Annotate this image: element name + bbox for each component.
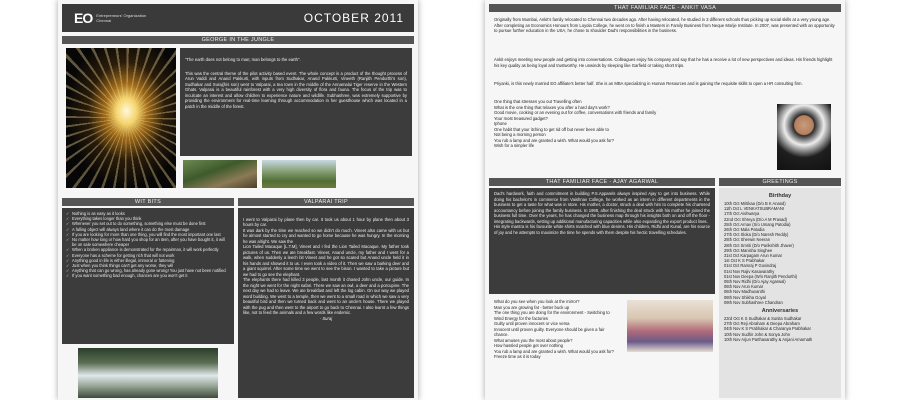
list-item: 05th Nov Arun Kumar (724, 284, 764, 290)
ankit-intro: Originally from Mumbai, Ankit's family relocated to Chennai two decades ago. After having relocated, he studied in 3 different schools thus picking up social skills at a very young age. After completing an Economics Honours from Loyola College, he went on to finish a Masters in Family Business from Neque Morije Institute. In 2007, was presented with an opportunity to pursue further education in the USA, he chose to shoulder Dad's responsibilities in the business. (494, 17, 835, 33)
list-item: 01st Nov Deepa (W/o Ranjith Pendurthi) (724, 273, 798, 279)
greetings-box (719, 188, 841, 398)
list-item: 09th Nov Subhashree Chandran (724, 299, 783, 305)
list-item: 22nd Oct Shreya (D/o A M Prasad) (724, 216, 788, 222)
wit-bits-title: WIT BITS (62, 198, 234, 206)
list-item: ✓ Anything good in life is either illegal, immoral or fattening (66, 258, 230, 263)
george-quote: "The earth does not belong to man; man belongs to the earth". (185, 56, 301, 62)
list-item: 10th Nov Arjun Parthasarathy & Anjani Amarnath (724, 336, 813, 342)
list-item: 31st Oct Karpagam Arun Kumar (724, 253, 783, 259)
list-item: ✓ No matter how long or how hard you shop for an item, after you have bought it, it will be on sale somewhere cheaper (66, 237, 230, 247)
ankit-para2: Ankit enjoys meeting new people and getting into conversations. Colleagues enjoy his company and say that he has a receive a lot of new perspectives and ideas. His friends highlight his key quality as being loyal and trustworthy. He unwinds by sleeping like Garfield or taking short trips. (494, 57, 833, 68)
list-item: 29th Oct Manisha Singhee (724, 247, 773, 253)
ankit-qa: One thing that stresses you out Travelling often What is the one thing that relaxes you after a hard day's work? Good movie, cooking or an evening out for coffee, conversations with friends and family Your most treasured gadget? Iphone One habit that your itching to get rid off but never been able to Not being a morning person You rub a lamp and are granted a wish. What would you ask for? Wish for a simpler life (494, 99, 657, 148)
ajay-family-photo (627, 300, 713, 352)
anniversary-title: Anniversaries (761, 308, 799, 315)
valparai-body: I went to Valparai by plane then by car. It took us about 1 hour by plane then about 3 hours by car. It was dark by the time we reached so we didn't do much. Vineet also came with us but he almost started to cry and wanted to go home because he was hungry. In the morning he was alright. We saw the Lion Tailed Macaque [L.T.M], Vineet and I fed the Lion Tailed Macaque. My father took pictures of us. Then we ate breakfast. Vineet, Anand uncle, my father and I went for a walk, when suddenly a leech bit Vineet and he got so scared but Anand uncle held it in his hands and showed it to us. I even took a video of it. Then we saw a barking deer and a giant squirrel. After some time we went to see the bison. I wanted to take a picture but we had to go see the elephant. The elephants there had killed 3 people, last month it chased John uncle, our guide. In the night we went for the night safari. There we saw an owl, a deer and a porcupine. The next day we had to leave. We ate breakfast and left the log cabin. On our way we played word building. We went to a temple, then we went to a small road in which we saw a very beautiful bird and then we turned back and went to an uncle's house. There we played with the pug and then went to the airport to go back to Chennai. I also learnt a few things like, not to feed the animals and a few words like endemic. (243, 216, 409, 315)
list-item: 01st Oct Ramraj P Govindraj (724, 263, 777, 269)
list-item: 27th Oct Sloka (D/o Naresh Reddy) (724, 232, 789, 238)
list-item: 08th Nov Shikha Goyal (724, 294, 766, 300)
list-item: ✓ Just when you think things can't get any worse, they will (66, 263, 230, 268)
list-item: ✓ If you are looking for more than one thing, you will find the most important one last (66, 232, 230, 237)
list-item: ✓ If you want something bad enough, chances are you won't get it (66, 273, 230, 278)
list-item: 28th Oct Smriti (D/o Parikshith Jhaver) (724, 242, 794, 248)
list-item: 28th Oct Sherwin Neeran (724, 237, 770, 243)
list-item: 1st Oct K S Prabhakar (724, 258, 765, 264)
waterfall-photo (78, 348, 218, 398)
wit-bits-list (62, 208, 234, 344)
list-item: 23rd Oct K S Sudhakar & Sunita Sudhakar (724, 316, 802, 322)
org-name: Entrepreneurs' Organization Chennai (96, 13, 147, 23)
masthead (62, 4, 414, 32)
list-item: 26th Oct Mala Patodia (724, 227, 765, 233)
list-item: 17th Oct Aishwarya (724, 211, 760, 217)
ankit-title: THAT FAMILIAR FACE - ANKIT VASA (489, 4, 841, 12)
list-item: ✓ Nothing is as easy as it looks (66, 211, 230, 216)
anniversary-list (724, 316, 836, 342)
valparai-title: VALPARAI TRIP (238, 198, 414, 206)
list-item: ✓ Everything takes longer than you think (66, 216, 230, 221)
list-item: 06th Nov Madhuvanthi (724, 289, 765, 295)
list-item: ✓ Everyone has a scheme for getting rich that will not work (66, 253, 230, 258)
list-item: 05th Nov Ridhi (D/o Ajay Agarwal) (724, 279, 786, 285)
issue-date: OCTOBER 2011 (303, 11, 404, 25)
ankit-para3: Priyanki, is this newly married EO affiliate's better half. She is an MBA specializing in Human Resources and is gaining the requisite skills to open a HR consulting firm. (494, 81, 803, 86)
list-item: 04th Nov K S Prabhakar & Charanya Prabhakar (724, 326, 811, 332)
eo-logo: EO (74, 10, 93, 26)
campfire-photo (66, 48, 176, 188)
list-item: ✓ Whenever you set out to do something, something else must be done first (66, 221, 230, 226)
list-item: 10th Nov Sudhir John & Sonya John (724, 331, 790, 337)
list-item: 25th Oct Arnav (S/o Umang Patodia) (724, 221, 791, 227)
ajay-body: Dad's hardwork, faith and commitment in building P.S.Apparels always inspired Ajay to get into business. While doing his bachelor's in commerce from Vaishnav College, he worked as an intern in different departments in the business to get a taste for what was in store. His mother, a doctor, struck a deal with him to complete his chartered accountancy before joining the family business. In 1998, after finishing the deal struck with his mother he joined the business full time. Over the years, he has changed the business map through his insights both on and off the floor - integrating backwards, setting up additional manufacturing capacities while also expanding the export product lines. His style mantra is his favourite white shirts matched with blue denims. His children, Ridhi and Kunal, are his source of joy and he attempts to maximize the time he spends with them despite his hectic travelling schedules. (489, 188, 715, 294)
list-item: 10th Oct Mritikaa (D/o B K Anand) (724, 201, 786, 206)
ajay-title: THAT FAMILIAR FACE - AJAY AGARWAL (489, 178, 715, 186)
list-item: 11th Oct L VENKATSUBRAMANI (724, 206, 784, 212)
tree-photo (262, 160, 336, 188)
greetings-title: GREETINGS (719, 178, 841, 186)
list-item: ✓ Anything that can go wrong, has already gone wrong! You just have not been notified (66, 268, 230, 273)
ajay-qa: What do you see when you look at the mirror? Man you are growing fat - better buck up The one thing you are doing for the environment - Switching to Wind Energy for the factories Guilty until proven innocent or vice versa Innocent until proven guilty. Everyone should be given a fair chance. What amuses you the most about people? How hassled people get over nothing You rub a lamp and are granted a wish. What would you ask for? Freeze time as it is today (494, 299, 614, 359)
list-item: ✓ When a broken appliance is demonstrated for the repairman, it will work perfectly (66, 247, 230, 252)
valparai-article (238, 208, 414, 398)
george-article (180, 48, 412, 156)
george-title: GEORGE IN THE JUNGLE (62, 36, 414, 44)
list-item: ✓ A falling object will always land where it can do the most damage (66, 227, 230, 232)
newsletter-page-right (485, 0, 845, 400)
list-item: 01st Nov Rajiv Kasavarathy (724, 268, 775, 274)
george-body: This was the central theme of the pilot activity based event. The whole concept is a product of the thought process of Arun Vaddi and Anand Pakkurti, with inputs from Sudhakar, Anand Pakkurti, Vineeth (Ranjith Pendurthi's son), Sudhakar and Suraj(his son) went to Valparai, a tea town in the middle of the Annamalai Tiger reserve in the Western Ghats. Valparai is a beautiful rainforest with a very high diversity of flora and fauna. The focus of the trip was to inculcate an interest and allow children to experience nature and wildlife. Subhashree, was extremely supportive by providing the environment for real-time learning through accommodation in her guesthouse which was located in a patch in the middle of the forest. (185, 70, 407, 109)
forest-photo (183, 160, 257, 188)
list-item: 27th Oct Reji Abraham & Deepa Abraham (724, 321, 800, 327)
newsletter-page-left (58, 0, 418, 400)
birthday-list (724, 201, 836, 305)
ankit-photo (777, 104, 831, 170)
birthday-title: Birthday (768, 193, 792, 199)
valparai-signature: - Suraj (319, 315, 333, 321)
